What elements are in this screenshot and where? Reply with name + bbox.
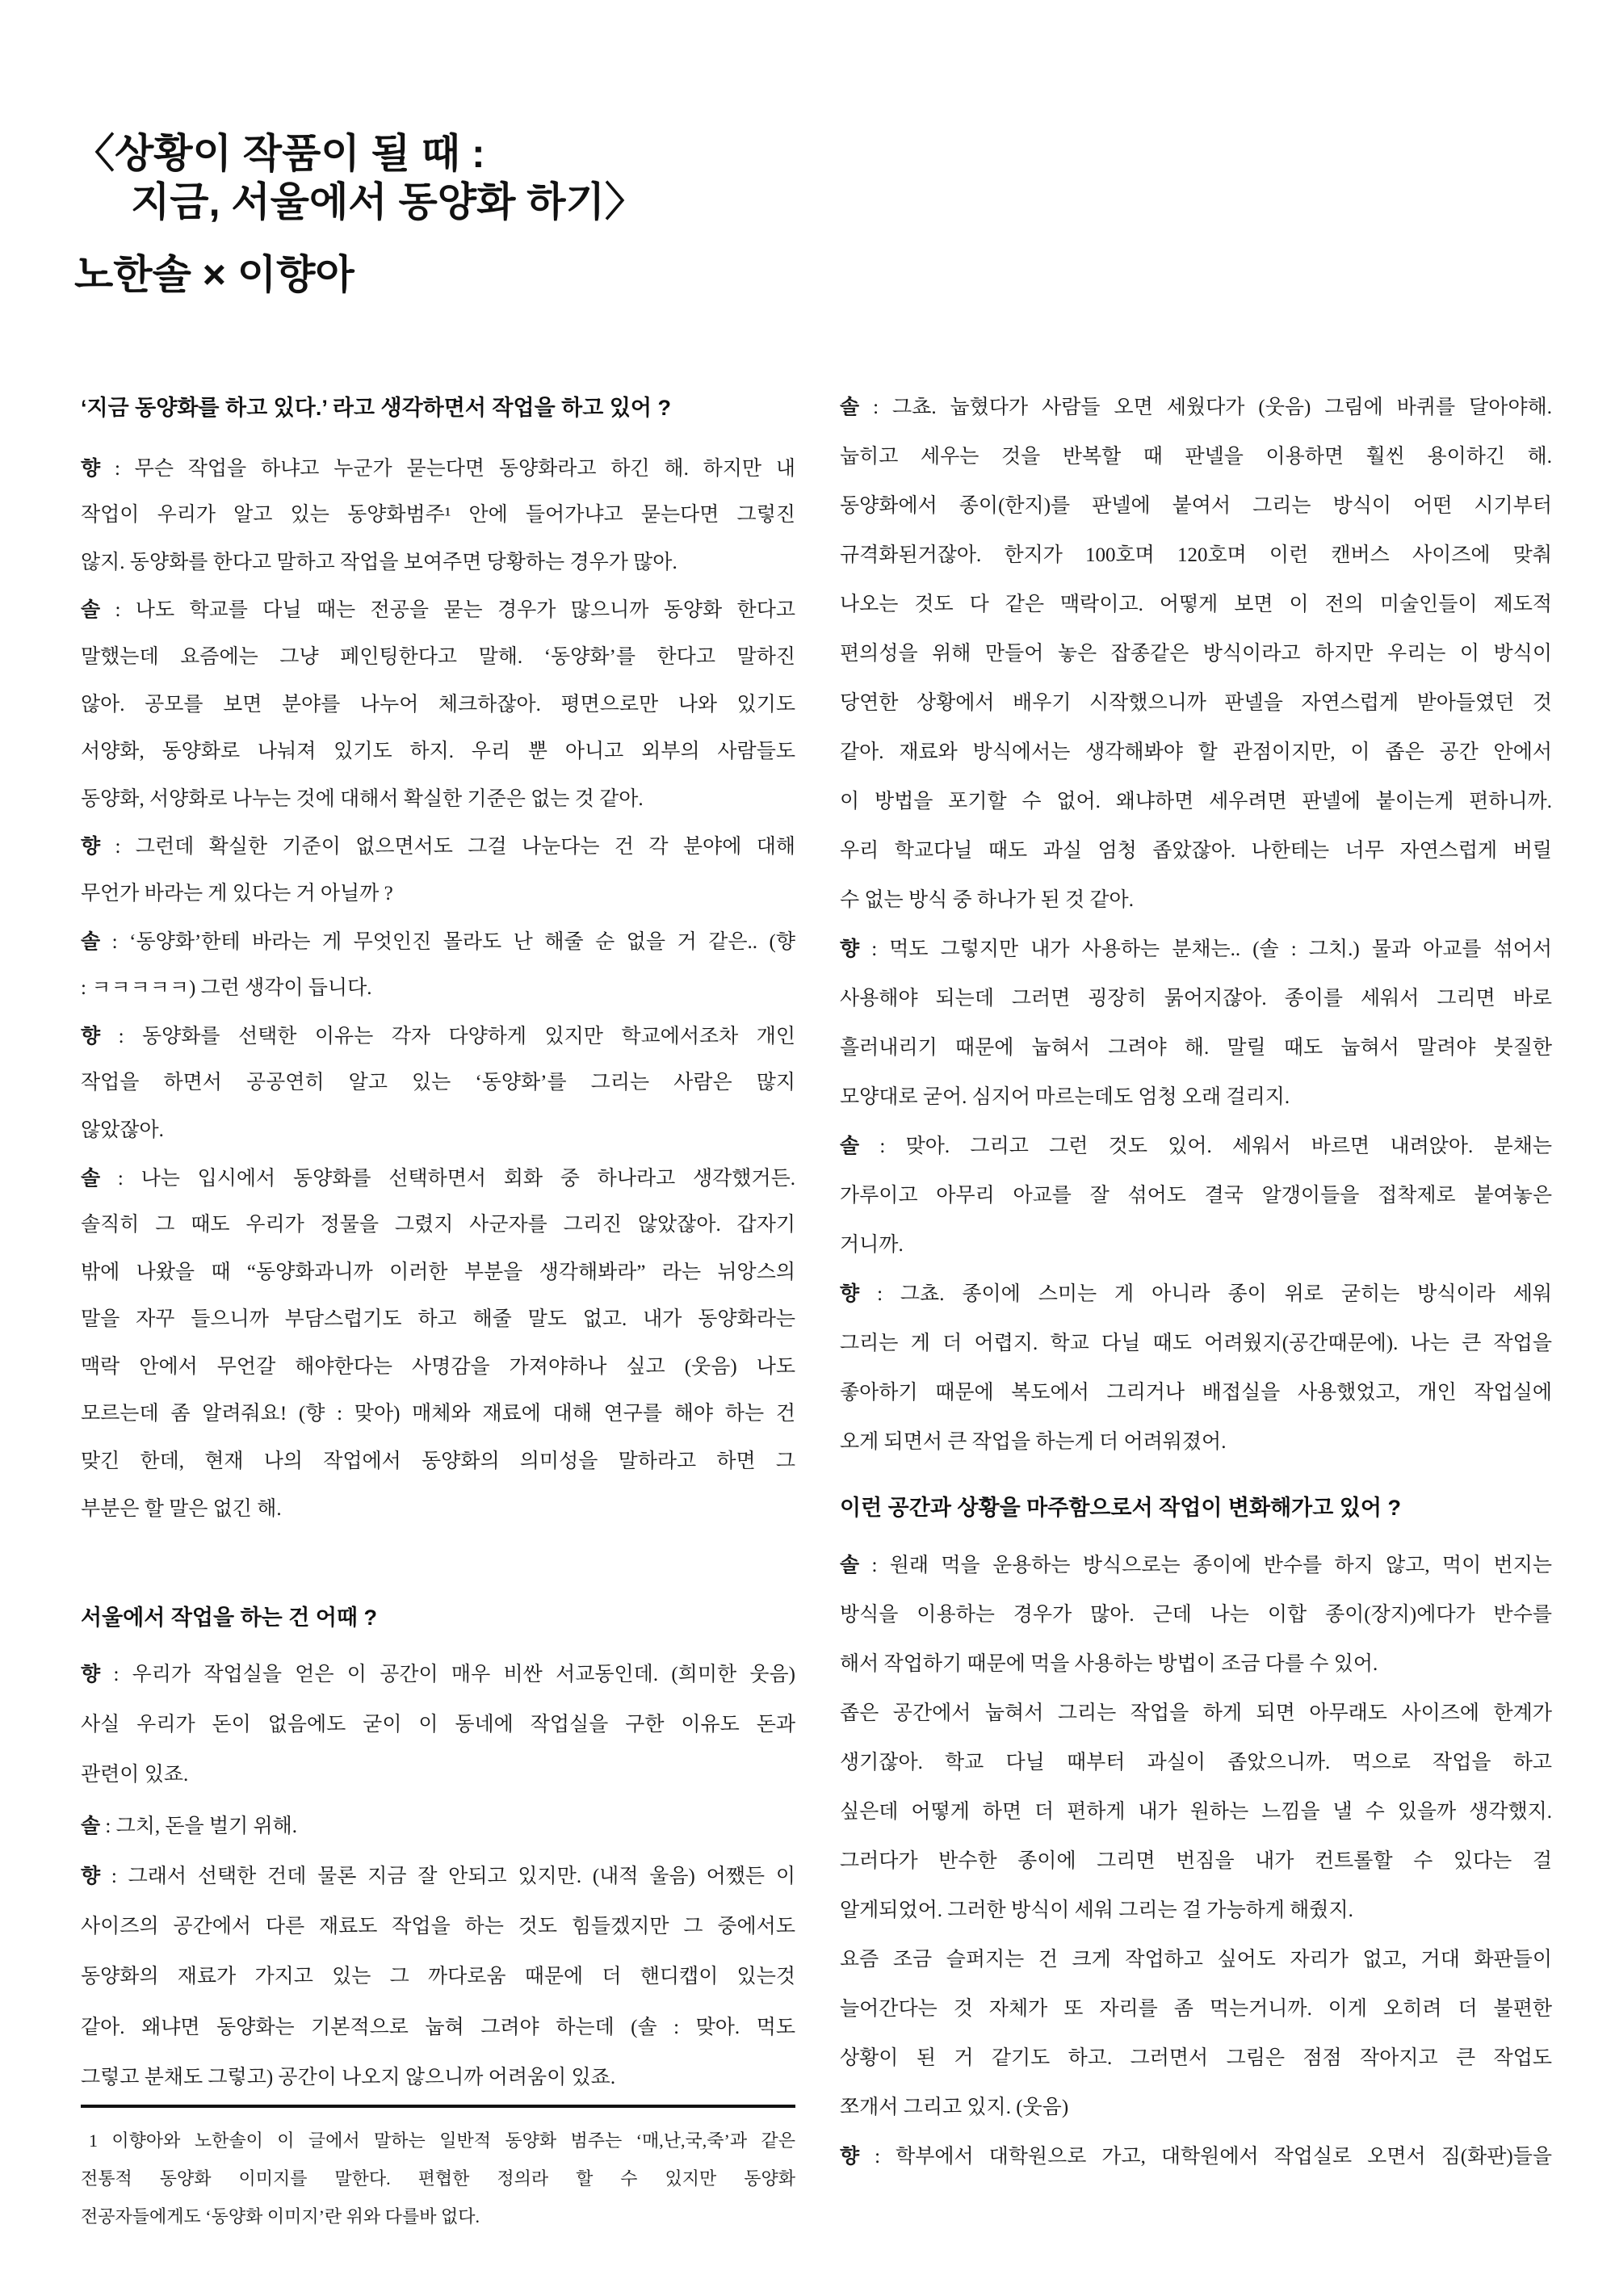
text-line: [81, 728, 795, 776]
line-text: 무언가 바라는 게 있다는 거 아닐까 ?: [81, 882, 393, 905]
text-line: [840, 974, 1552, 1023]
line-text: 동양화의 재료가 가지고 있는 그 까다로움 때문에 더 핸디캡이 있는것: [81, 1966, 795, 1987]
line-text: 나오는 것도 다 같은 맥락이고. 어떻게 보면 이 전의 미술인들이 제도적: [840, 594, 1552, 615]
text-line: [840, 1072, 1552, 1122]
line-text: 좁은 공간에서 눕혀서 그리는 작업을 하게 되면 아무래도 사이즈에 한계가: [840, 1702, 1552, 1724]
dialogue-paragraph: [840, 383, 1552, 925]
line-text: 맥락 안에서 무언갈 해야한다는 사명감을 가져야하나 싶고 (웃음) 나도: [81, 1355, 795, 1378]
right-column: [840, 0, 1552, 2296]
line-text: 같아. 재료와 방식에서는 생각해봐야 할 관점이지만, 이 좁은 공간 안에서: [840, 741, 1552, 763]
footnote-line: 전통적 동양화 이미지를 말한다. 편협한 정의라 할 수 있지만 동양화: [81, 2168, 795, 2189]
line-text: : 우리가 작업실을 얻은 이 공간이 매우 비싼 서교동인데. (희미한 웃음): [113, 1664, 796, 1685]
text-line: [81, 1649, 795, 1700]
speaker-name: 솔: [81, 930, 101, 953]
text-line: [840, 1122, 1552, 1171]
speaker-name: 향: [81, 835, 101, 858]
text-line: [840, 481, 1552, 531]
text-line: [81, 965, 795, 1013]
line-text: 작업이 우리가 알고 있는 동양화범주¹ 안에 들어가냐고 묻는다면 그렇진: [81, 504, 795, 527]
footnote-divider: [81, 2105, 795, 2108]
text-line: [81, 918, 795, 966]
text-line: [81, 1013, 795, 1060]
line-text: 수 없는 방식 중 하나가 된 것 같아.: [840, 889, 1134, 911]
line-text: : ‘동양화’한테 바라는 게 무엇인진 몰라도 난 해줄 순 없을 거 같은.. (향: [111, 930, 796, 953]
text-line: [81, 539, 795, 587]
line-text: 흘러내리기 때문에 눕혀서 그려야 해. 말릴 때도 눕혀서 말려야 붓질한: [840, 1037, 1552, 1059]
text-line: [81, 823, 795, 871]
text-line: [81, 1296, 795, 1344]
line-text: 동양화, 서양화로 나누는 것에 대해서 확실한 기준은 없는 것 같아.: [81, 787, 644, 810]
line-text: 당연한 상황에서 배우기 시작했으니까 판넬을 자연스럽게 받아들였던 것: [840, 692, 1552, 714]
dialogue-paragraph: [840, 925, 1552, 1122]
dialogue-paragraph: [81, 918, 795, 1013]
line-text: : 그런데 확실한 기준이 없으면서도 그걸 나눈다는 건 각 분야에 대해: [115, 836, 796, 858]
line-text: : 무슨 작업을 하냐고 누군가 묻는다면 동양화라고 하긴 해. 하지만 내: [114, 457, 795, 480]
line-text: 관련이 있죠.: [81, 1764, 189, 1786]
line-text: : 그치, 돈을 벌기 위해.: [105, 1815, 298, 1837]
text-line: [81, 2053, 795, 2104]
line-text: : 나도 학교를 다닐 때는 전공을 묻는 경우가 많으니까 동양화 한다고: [115, 599, 796, 622]
text-line: [81, 1438, 795, 1486]
line-text: 눕히고 세우는 것을 반복할 때 판넬을 이용하면 훨씬 용이하긴 해.: [840, 446, 1552, 468]
line-text: 않았잖아.: [81, 1119, 164, 1141]
text-line: [840, 826, 1552, 875]
text-line: [81, 1344, 795, 1391]
line-text: : 그래서 선택한 건데 물론 지금 잘 안되고 있지만. (내적 울음) 어쨌든 이: [111, 1866, 795, 1887]
section-question: ‘지금 동양화를 하고 있다.’ 라고 생각하면서 작업을 하고 있어 ?: [81, 396, 671, 420]
text-line: [840, 383, 1552, 432]
line-text: 작업을 하면서 공공연히 알고 있는 ‘동양화’를 그리는 사람은 많지: [81, 1072, 795, 1094]
line-text: 우리 학교다닐 때도 과실 엄청 좁았잖아. 나한테는 너무 자연스럽게 버릴: [840, 840, 1552, 862]
text-line: [840, 432, 1552, 481]
text-line: [81, 1851, 795, 1902]
line-text: : 원래 먹을 운용하는 방식으로는 종이에 반수를 하지 않고, 먹이 번지는: [871, 1555, 1552, 1576]
line-text: 좋아하기 때문에 복도에서 그리거나 배접실을 사용했었고, 개인 작업실에: [840, 1382, 1552, 1404]
text-line: [81, 871, 795, 918]
text-line: [840, 531, 1552, 580]
line-text: 그리는 게 더 어렵지. 학교 다닐 때도 어려웠지(공간때문에). 나는 큰 작업을: [840, 1333, 1552, 1354]
dialogue-paragraph: [840, 1935, 1552, 2132]
speaker-name: 향: [840, 2145, 860, 2168]
text-line: [840, 1984, 1552, 2034]
line-text: 사실 우리가 돈이 없음에도 굳이 이 동네에 작업실을 구한 이유도 돈과: [81, 1713, 795, 1736]
left-column: [81, 0, 795, 2296]
line-text: 같아. 왜냐면 동양화는 기본적으로 눕혀 그려야 하는데 (솔 : 맞아. 먹도: [81, 2016, 795, 2038]
text-line: [81, 1486, 795, 1534]
line-text: 늘어간다는 것 자체가 또 자리를 좀 먹는거니까. 이게 오히려 더 불편한: [840, 1998, 1552, 2020]
text-line: [81, 1249, 795, 1297]
speaker-name: 향: [81, 456, 101, 480]
line-text: : 그쵸. 종이에 스미는 게 아니라 종이 위로 굳히는 방식이라 세워: [877, 1283, 1553, 1305]
text-line: [840, 1417, 1552, 1467]
text-line: [840, 1368, 1552, 1417]
footnote-line: 전공자들에게도 ‘동양화 이미지’란 위와 다를바 없다.: [81, 2206, 480, 2227]
line-text: 이 방법을 포기할 수 없어. 왜냐하면 세우려면 판넬에 붙이는게 편하니까.: [840, 791, 1552, 812]
text-line: [81, 682, 795, 729]
text-line: [840, 875, 1552, 925]
dialogue-paragraph: [81, 586, 795, 823]
speaker-name: 솔: [840, 396, 860, 418]
interview-section: [81, 1594, 795, 2104]
text-line: [81, 634, 795, 682]
dialogue-paragraph: [840, 1541, 1552, 1689]
interview-section: [840, 1484, 1552, 2181]
line-text: 서양화, 동양화로 나눠져 있기도 하지. 우리 뿐 아니고 외부의 사람들도: [81, 741, 795, 763]
dialogue-paragraph: [81, 1649, 795, 1801]
text-line: [840, 1270, 1552, 1319]
speaker-name: 솔: [840, 1554, 860, 1576]
line-text: 말했는데 요즘에는 그냥 페인팅한다고 말해. ‘동양화’를 한다고 말하진: [81, 645, 795, 668]
interview-section: [840, 383, 1552, 1467]
text-line: [81, 586, 795, 634]
line-text: 상황이 된 거 같기도 하고. 그러면서 그림은 점점 작아지고 큰 작업도: [840, 2047, 1552, 2069]
line-text: 밖에 나왔을 때 “동양화과니까 이러한 부분을 생각해봐라” 라는 뉘앙스의: [81, 1261, 795, 1283]
text-line: [840, 580, 1552, 629]
line-text: 말을 자꾸 들으니까 부담스럽기도 하고 해줄 말도 없고. 내가 동양화라는: [81, 1308, 795, 1331]
text-line: [840, 1220, 1552, 1270]
text-line: [81, 1801, 795, 1852]
line-text: : ㅋㅋㅋㅋㅋ) 그런 생각이 듭니다.: [81, 977, 372, 1000]
dialogue-paragraph: [81, 1155, 795, 1534]
line-text: 사이즈의 공간에서 다른 재료도 작업을 하는 것도 힘들겠지만 그 중에서도: [81, 1915, 795, 1937]
text-line: [840, 629, 1552, 678]
dialogue-paragraph: [81, 1013, 795, 1155]
text-line: [840, 1590, 1552, 1639]
article-authors: 노한솔 × 이향아: [74, 252, 354, 297]
article-title-line-2: 지금, 서울에서 동양화 하기〉: [131, 179, 645, 225]
speaker-name: 솔: [840, 1135, 860, 1157]
line-text: 모르는데 좀 알려줘요! (향 : 맞아) 매체와 재료에 대해 연구를 해야 하는 건: [81, 1403, 795, 1425]
dialogue-paragraph: [840, 2132, 1552, 2181]
dialogue-paragraph: [840, 1270, 1552, 1467]
text-line: [81, 492, 795, 539]
text-line: [840, 1689, 1552, 1738]
section-question: 서울에서 작업을 하는 건 어때 ?: [81, 1606, 377, 1630]
text-line: [81, 1700, 795, 1751]
dialogue-paragraph: [81, 1851, 795, 2104]
line-text: 부분은 할 말은 없긴 해.: [81, 1497, 282, 1520]
text-line: [840, 728, 1552, 777]
line-text: 가루이고 아무리 아교를 잘 섞어도 결국 알갱이들을 접착제로 붙여놓은: [840, 1185, 1552, 1207]
dialogue-paragraph: [81, 823, 795, 917]
line-text: 방식을 이용하는 경우가 많아. 근데 나는 이합 종이(장지)에다가 반수를: [840, 1604, 1552, 1626]
text-line: [840, 1639, 1552, 1689]
line-text: : 동양화를 선택한 이유는 각자 다양하게 있지만 학교에서조차 개인: [118, 1025, 796, 1047]
text-line: [840, 1787, 1552, 1836]
speaker-name: 솔: [81, 1166, 101, 1190]
line-text: : 먹도 그렇지만 내가 사용하는 분채는.. (솔 : 그치.) 물과 아교를 섞어서: [871, 938, 1553, 960]
section-question: 이런 공간과 상황을 마주함으로서 작업이 변화해가고 있어 ?: [840, 1496, 1401, 1520]
text-line: [840, 925, 1552, 974]
line-text: 않아. 공모를 보면 분야를 나누어 체크하잖아. 평면으로만 나와 있기도: [81, 693, 795, 716]
footnote-line: 1 이향아와 노한솔이 이 글에서 말하는 일반적 동양화 범주는 ‘매,난,국,죽’과 같은: [89, 2130, 795, 2151]
text-line: [81, 1060, 795, 1107]
line-text: : 학부에서 대학원으로 가고, 대학원에서 작업실로 오면서 짐(화판)들을: [875, 2146, 1552, 2168]
line-text: 거니까.: [840, 1234, 904, 1256]
line-text: 사용해야 되는데 그러면 굉장히 묽어지잖아. 종이를 세워서 그리면 바로: [840, 988, 1552, 1009]
line-text: : 그쵸. 눕혔다가 사람들 오면 세웠다가 (웃음) 그림에 바퀴를 달아야해.: [873, 397, 1552, 418]
line-text: 그렇고 분채도 그렇고) 공간이 나오지 않으니까 어려움이 있죠.: [81, 2067, 616, 2088]
line-text: 해서 작업하기 때문에 먹을 사용하는 방법이 조금 다를 수 있어.: [840, 1653, 1378, 1675]
text-line: [81, 776, 795, 824]
text-line: [81, 1107, 795, 1155]
text-line: [840, 1738, 1552, 1787]
text-line: [81, 1952, 795, 2003]
line-text: 편의성을 위해 만들어 놓은 잡종같은 방식이라고 하지만 우리는 이 방식이: [840, 643, 1552, 665]
line-text: 알게되었어. 그러한 방식이 세워 그리는 걸 가능하게 해줬지.: [840, 1899, 1353, 1921]
line-text: 않지. 동양화를 한다고 말하고 작업을 보여주면 당황하는 경우가 많아.: [81, 551, 677, 573]
dialogue-paragraph: [81, 1801, 795, 1852]
text-line: [81, 2003, 795, 2054]
line-text: 그러다가 반수한 종이에 그리면 번짐을 내가 컨트롤할 수 있다는 걸: [840, 1850, 1552, 1872]
text-line: [840, 1935, 1552, 1984]
footnote: [81, 2122, 795, 2235]
line-text: : 맞아. 그리고 그런 것도 있어. 세워서 바르면 내려앉아. 분채는: [879, 1135, 1552, 1157]
dialogue-paragraph: [840, 1689, 1552, 1935]
text-line: [81, 1750, 795, 1801]
text-line: [840, 2083, 1552, 2132]
dialogue-paragraph: [81, 445, 795, 587]
line-text: : 나는 입시에서 동양화를 선택하면서 회화 중 하나라고 생각했거든.: [117, 1167, 795, 1190]
text-line: [840, 1836, 1552, 1886]
article-title-line-1: 〈상황이 작품이 될 때 :: [74, 131, 485, 176]
speaker-name: 향: [81, 1024, 101, 1047]
text-line: [81, 1155, 795, 1203]
line-text: 요즘 조금 슬퍼지는 건 크게 작업하고 싶어도 자리가 없고, 거대 화판들이: [840, 1949, 1552, 1971]
text-line: [81, 1391, 795, 1438]
line-text: 쪼개서 그리고 있지. (웃음): [840, 2097, 1069, 2118]
text-line: [840, 2132, 1552, 2181]
text-line: [840, 1319, 1552, 1368]
speaker-name: 향: [81, 1663, 101, 1685]
line-text: 동양화에서 종이(한지)를 판넬에 붙여서 그리는 방식이 어떤 시기부터: [840, 495, 1552, 517]
speaker-name: 솔: [81, 598, 101, 622]
text-line: [840, 1886, 1552, 1935]
speaker-name: 솔: [81, 1814, 101, 1837]
text-line: [840, 1023, 1552, 1072]
speaker-name: 향: [840, 938, 860, 960]
text-line: [840, 2034, 1552, 2083]
interview-section: [81, 384, 795, 1533]
speaker-name: 향: [81, 1865, 101, 1887]
text-line: [840, 1541, 1552, 1590]
text-line: [81, 445, 795, 493]
line-text: 오게 되면서 큰 작업을 하는게 더 어려워졌어.: [840, 1431, 1227, 1453]
line-text: 솔직히 그 때도 우리가 정물을 그렸지 사군자를 그리진 않았잖아. 갑자기: [81, 1214, 795, 1236]
line-text: 생기잖아. 학교 다닐 때부터 과실이 좁았으니까. 먹으로 작업을 하고: [840, 1752, 1552, 1773]
text-line: [840, 1171, 1552, 1220]
line-text: 싶은데 어떻게 하면 더 편하게 내가 원하는 느낌을 낼 수 있을까 생각했지.: [840, 1801, 1552, 1823]
text-line: [81, 1202, 795, 1249]
dialogue-paragraph: [840, 1122, 1552, 1270]
text-line: [840, 678, 1552, 728]
line-text: 맞긴 한데, 현재 나의 작업에서 동양화의 의미성을 말하라고 하면 그: [81, 1450, 795, 1473]
line-text: 모양대로 굳어. 심지어 마르는데도 엄청 오래 걸리지.: [840, 1086, 1290, 1108]
text-line: [81, 1902, 795, 1953]
speaker-name: 향: [840, 1282, 860, 1305]
text-line: [840, 777, 1552, 826]
line-text: 규격화된거잖아. 한지가 100호며 120호며 이런 캔버스 사이즈에 맞춰: [840, 544, 1552, 566]
